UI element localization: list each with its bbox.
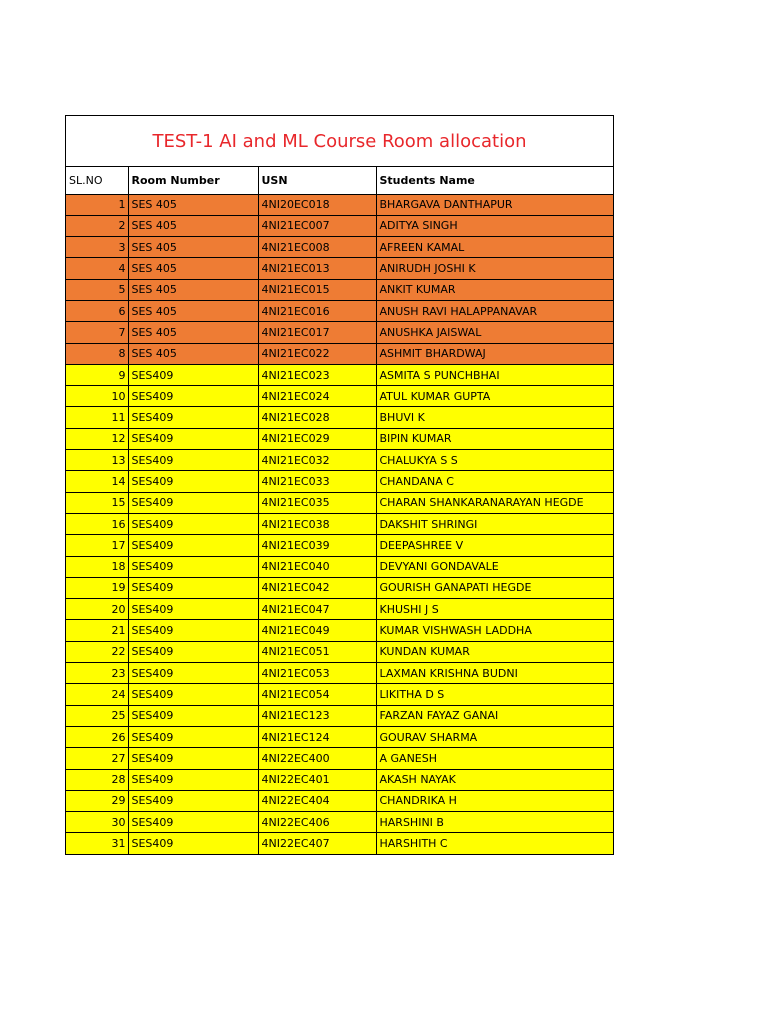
cell-sl-no: 6 <box>66 300 128 321</box>
cell-sl-no: 24 <box>66 684 128 705</box>
table-row <box>66 577 613 598</box>
cell-student-name: CHALUKYA S S <box>376 450 613 471</box>
cell-student-name: KUMAR VISHWASH LADDHA <box>376 620 613 641</box>
table-row <box>66 237 613 258</box>
cell-usn: 4NI21EC054 <box>258 684 376 705</box>
table-row <box>66 450 613 471</box>
cell-room-number: SES409 <box>128 620 258 641</box>
cell-student-name: ASMITA S PUNCHBHAI <box>376 364 613 385</box>
cell-usn: 4NI21EC040 <box>258 556 376 577</box>
table-row <box>66 343 613 364</box>
page-title: TEST-1 AI and ML Course Room allocation <box>152 130 527 152</box>
cell-sl-no: 17 <box>66 535 128 556</box>
cell-student-name: ASHMIT BHARDWAJ <box>376 343 613 364</box>
cell-sl-no: 9 <box>66 364 128 385</box>
cell-student-name: FARZAN FAYAZ GANAI <box>376 705 613 726</box>
table-row <box>66 684 613 705</box>
cell-room-number: SES 405 <box>128 215 258 236</box>
cell-room-number: SES 405 <box>128 279 258 300</box>
cell-sl-no: 10 <box>66 386 128 407</box>
cell-usn: 4NI21EC035 <box>258 492 376 513</box>
cell-sl-no: 5 <box>66 279 128 300</box>
cell-room-number: SES409 <box>128 450 258 471</box>
title-row <box>66 116 613 167</box>
table-row <box>66 364 613 385</box>
cell-sl-no: 19 <box>66 577 128 598</box>
cell-usn: 4NI22EC401 <box>258 769 376 790</box>
cell-usn: 4NI21EC028 <box>258 407 376 428</box>
cell-student-name: GOURAV SHARMA <box>376 726 613 747</box>
table-row <box>66 258 613 279</box>
table-row <box>66 556 613 577</box>
header-slno: SL.NO <box>66 167 128 194</box>
cell-room-number: SES409 <box>128 428 258 449</box>
cell-usn: 4NI22EC406 <box>258 812 376 833</box>
cell-sl-no: 29 <box>66 790 128 811</box>
cell-student-name: AFREEN KAMAL <box>376 237 613 258</box>
cell-student-name: LIKITHA D S <box>376 684 613 705</box>
cell-room-number: SES409 <box>128 471 258 492</box>
cell-student-name: DAKSHIT SHRINGI <box>376 513 613 534</box>
cell-room-number: SES409 <box>128 812 258 833</box>
cell-student-name: A GANESH <box>376 748 613 769</box>
cell-room-number: SES409 <box>128 556 258 577</box>
cell-usn: 4NI21EC008 <box>258 237 376 258</box>
table-row <box>66 386 613 407</box>
cell-sl-no: 16 <box>66 513 128 534</box>
cell-student-name: ATUL KUMAR GUPTA <box>376 386 613 407</box>
cell-student-name: ANUSH RAVI HALAPPANAVAR <box>376 300 613 321</box>
cell-sl-no: 3 <box>66 237 128 258</box>
cell-room-number: SES409 <box>128 513 258 534</box>
cell-room-number: SES409 <box>128 833 258 854</box>
table-row <box>66 300 613 321</box>
cell-sl-no: 4 <box>66 258 128 279</box>
table-row <box>66 492 613 513</box>
cell-room-number: SES409 <box>128 790 258 811</box>
cell-student-name: HARSHINI B <box>376 812 613 833</box>
cell-student-name: ANKIT KUMAR <box>376 279 613 300</box>
cell-usn: 4NI21EC051 <box>258 641 376 662</box>
cell-sl-no: 22 <box>66 641 128 662</box>
cell-usn: 4NI22EC404 <box>258 790 376 811</box>
allocation-table <box>66 167 613 854</box>
cell-student-name: BIPIN KUMAR <box>376 428 613 449</box>
cell-room-number: SES 405 <box>128 237 258 258</box>
cell-student-name: GOURISH GANAPATI HEGDE <box>376 577 613 598</box>
cell-usn: 4NI21EC024 <box>258 386 376 407</box>
table-body <box>66 167 613 854</box>
table-row <box>66 833 613 854</box>
cell-usn: 4NI21EC053 <box>258 663 376 684</box>
table-row <box>66 663 613 684</box>
cell-usn: 4NI21EC015 <box>258 279 376 300</box>
cell-student-name: DEVYANI GONDAVALE <box>376 556 613 577</box>
cell-student-name: ANIRUDH JOSHI K <box>376 258 613 279</box>
cell-usn: 4NI20EC018 <box>258 194 376 215</box>
table-row <box>66 726 613 747</box>
cell-room-number: SES409 <box>128 641 258 662</box>
cell-room-number: SES409 <box>128 386 258 407</box>
cell-student-name: LAXMAN KRISHNA BUDNI <box>376 663 613 684</box>
cell-usn: 4NI22EC400 <box>258 748 376 769</box>
cell-sl-no: 18 <box>66 556 128 577</box>
table-row <box>66 599 613 620</box>
header-room-number: Room Number <box>128 167 258 194</box>
cell-room-number: SES409 <box>128 407 258 428</box>
table-row <box>66 471 613 492</box>
header-row <box>66 167 613 194</box>
table-row <box>66 215 613 236</box>
cell-room-number: SES409 <box>128 492 258 513</box>
cell-student-name: BHARGAVA DANTHAPUR <box>376 194 613 215</box>
cell-room-number: SES 405 <box>128 258 258 279</box>
cell-sl-no: 21 <box>66 620 128 641</box>
cell-room-number: SES 405 <box>128 322 258 343</box>
cell-room-number: SES409 <box>128 364 258 385</box>
cell-usn: 4NI21EC017 <box>258 322 376 343</box>
cell-usn: 4NI21EC123 <box>258 705 376 726</box>
table-row <box>66 407 613 428</box>
cell-usn: 4NI21EC023 <box>258 364 376 385</box>
header-students-name: Students Name <box>376 167 613 194</box>
cell-student-name: AKASH NAYAK <box>376 769 613 790</box>
cell-room-number: SES409 <box>128 705 258 726</box>
cell-room-number: SES409 <box>128 577 258 598</box>
table-row <box>66 748 613 769</box>
cell-room-number: SES409 <box>128 769 258 790</box>
table-row <box>66 513 613 534</box>
cell-room-number: SES 405 <box>128 343 258 364</box>
cell-sl-no: 20 <box>66 599 128 620</box>
cell-sl-no: 7 <box>66 322 128 343</box>
cell-room-number: SES 405 <box>128 300 258 321</box>
table-row <box>66 812 613 833</box>
cell-sl-no: 27 <box>66 748 128 769</box>
table-row <box>66 428 613 449</box>
cell-room-number: SES409 <box>128 535 258 556</box>
cell-usn: 4NI21EC016 <box>258 300 376 321</box>
cell-usn: 4NI21EC032 <box>258 450 376 471</box>
header-usn: USN <box>258 167 376 194</box>
cell-usn: 4NI21EC013 <box>258 258 376 279</box>
cell-student-name: DEEPASHREE V <box>376 535 613 556</box>
cell-usn: 4NI21EC042 <box>258 577 376 598</box>
cell-usn: 4NI21EC039 <box>258 535 376 556</box>
cell-room-number: SES409 <box>128 726 258 747</box>
cell-usn: 4NI21EC022 <box>258 343 376 364</box>
cell-usn: 4NI22EC407 <box>258 833 376 854</box>
cell-student-name: HARSHITH C <box>376 833 613 854</box>
table-row <box>66 535 613 556</box>
table-row <box>66 279 613 300</box>
table-row <box>66 790 613 811</box>
cell-usn: 4NI21EC049 <box>258 620 376 641</box>
table-row <box>66 705 613 726</box>
cell-sl-no: 26 <box>66 726 128 747</box>
cell-usn: 4NI21EC124 <box>258 726 376 747</box>
cell-usn: 4NI21EC007 <box>258 215 376 236</box>
cell-student-name: ADITYA SINGH <box>376 215 613 236</box>
cell-student-name: CHARAN SHANKARANARAYAN HEGDE <box>376 492 613 513</box>
cell-student-name: KUNDAN KUMAR <box>376 641 613 662</box>
cell-sl-no: 13 <box>66 450 128 471</box>
cell-student-name: ANUSHKA JAISWAL <box>376 322 613 343</box>
cell-room-number: SES409 <box>128 599 258 620</box>
cell-student-name: CHANDRIKA H <box>376 790 613 811</box>
cell-room-number: SES409 <box>128 748 258 769</box>
cell-sl-no: 23 <box>66 663 128 684</box>
table-row <box>66 322 613 343</box>
cell-sl-no: 25 <box>66 705 128 726</box>
cell-room-number: SES409 <box>128 684 258 705</box>
cell-sl-no: 15 <box>66 492 128 513</box>
table-row <box>66 769 613 790</box>
cell-sl-no: 1 <box>66 194 128 215</box>
allocation-sheet <box>65 115 614 855</box>
cell-usn: 4NI21EC047 <box>258 599 376 620</box>
table-row <box>66 641 613 662</box>
cell-sl-no: 8 <box>66 343 128 364</box>
cell-student-name: KHUSHI J S <box>376 599 613 620</box>
cell-sl-no: 28 <box>66 769 128 790</box>
table-row <box>66 620 613 641</box>
cell-usn: 4NI21EC033 <box>258 471 376 492</box>
cell-room-number: SES409 <box>128 663 258 684</box>
cell-usn: 4NI21EC038 <box>258 513 376 534</box>
cell-student-name: BHUVI K <box>376 407 613 428</box>
table-row <box>66 194 613 215</box>
cell-usn: 4NI21EC029 <box>258 428 376 449</box>
cell-sl-no: 12 <box>66 428 128 449</box>
cell-room-number: SES 405 <box>128 194 258 215</box>
cell-sl-no: 14 <box>66 471 128 492</box>
cell-student-name: CHANDANA C <box>376 471 613 492</box>
cell-sl-no: 11 <box>66 407 128 428</box>
cell-sl-no: 30 <box>66 812 128 833</box>
cell-sl-no: 2 <box>66 215 128 236</box>
cell-sl-no: 31 <box>66 833 128 854</box>
